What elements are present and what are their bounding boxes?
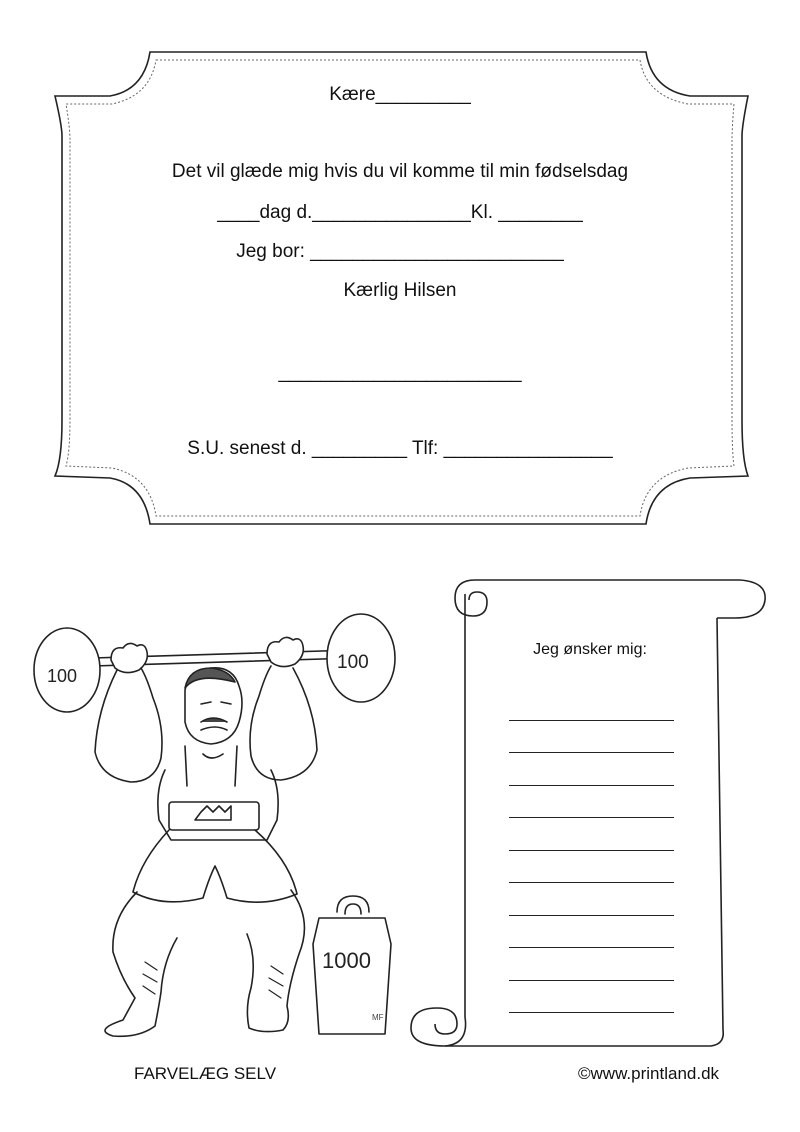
rsvp-line: S.U. senest d. _________ Tlf: ________________	[187, 438, 613, 459]
wishlist-title: Jeg ønsker mig:	[533, 641, 647, 658]
invitation-message: Det vil glæde mig hvis du vil komme til min fødselsdag	[171, 161, 629, 182]
wish-line-10	[509, 1012, 674, 1013]
signature-line: _______________________	[278, 362, 522, 383]
left-plate-label: 100	[47, 666, 78, 686]
closing-text: Kærlig Hilsen	[343, 280, 457, 301]
kettlebell-label: 1000	[322, 948, 371, 973]
address-line: Jeg bor: ________________________	[236, 241, 564, 262]
wish-line-9	[509, 980, 674, 981]
artist-mark: MF	[372, 1013, 384, 1022]
right-plate-label: 100	[337, 652, 369, 673]
greeting-line: Kære_________	[329, 84, 471, 105]
wish-line-4	[509, 817, 674, 818]
weightlifter-illustration	[25, 570, 405, 1040]
wish-line-3	[509, 785, 674, 786]
wish-line-5	[509, 850, 674, 851]
footer-copyright: ©www.printland.dk	[578, 1064, 720, 1083]
footer-color-yourself: FARVELÆG SELV	[134, 1064, 277, 1083]
wish-line-1	[509, 720, 674, 721]
date-time-line: ____dag d._______________Kl. ________	[217, 202, 583, 223]
wish-line-7	[509, 915, 674, 916]
wish-line-6	[509, 882, 674, 883]
wish-line-2	[509, 752, 674, 753]
wish-line-8	[509, 947, 674, 948]
